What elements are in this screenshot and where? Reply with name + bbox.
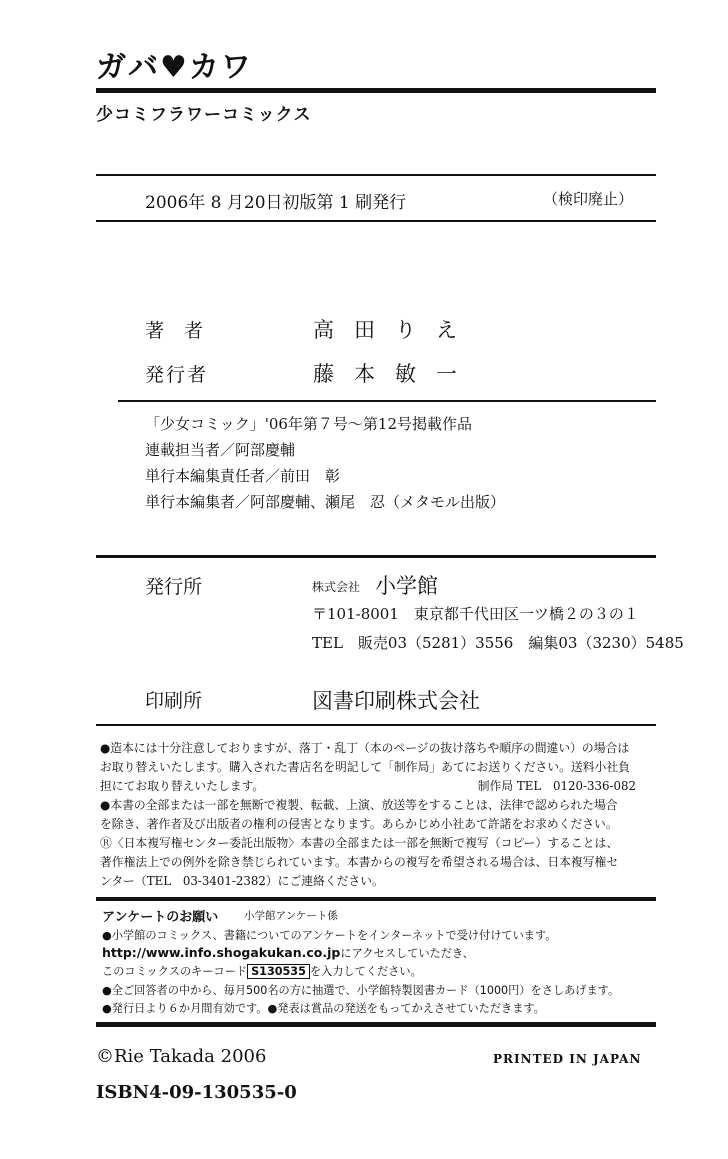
- publisher-person-name: 藤本敏一: [313, 362, 477, 386]
- divider-rule: [118, 400, 656, 402]
- survey-url-line: [102, 945, 474, 961]
- seal-note: （検印廃止）: [543, 190, 634, 208]
- notice-line: を除き、著作者及び出版者の権利の侵害となります。あらかじめ小社あて許諾をお求めください。: [100, 817, 618, 831]
- publisher-person-label: 発行者: [145, 364, 209, 386]
- survey-box-bottom-rule: [96, 1022, 656, 1027]
- divider-rule: [96, 724, 656, 726]
- publisher-name: 小学館: [375, 574, 438, 598]
- survey-url[interactable]: http://www.info.shogakukan.co.jp: [102, 945, 341, 960]
- isbn: ISBN4-09-130535-0: [96, 1082, 297, 1103]
- notice-line: ●本書の全部または一部を無断で複製、転載、上演、放送等をすることは、法律で認められた場合: [100, 798, 618, 812]
- keycode-suffix: を入力してください。: [309, 965, 422, 978]
- divider-rule: [96, 555, 656, 558]
- book-title: ガバ♥カワ: [96, 50, 253, 85]
- notice-line: 担にてお取り替えいたします。: [100, 779, 265, 793]
- publisher-address: 〒101-8001 東京都千代田区一ツ橋２の３の１: [312, 605, 639, 623]
- header-rule-thick: [96, 88, 656, 93]
- publisher-label: 発行所: [145, 576, 203, 598]
- printer-name: 図書印刷株式会社: [312, 689, 480, 713]
- production-phone: 制作局 TEL 0120-336-082: [477, 779, 636, 793]
- keycode-prefix: このコミックスのキーコード: [102, 965, 248, 978]
- survey-heading: アンケートのお願い: [102, 910, 219, 925]
- author-name: 高田りえ: [313, 318, 477, 342]
- survey-line: ●全ご回答者の中から、毎月500名の方に抽選で、小学館特製図書カード（1000円）をさしあげます。: [102, 984, 620, 997]
- survey-url-suffix: にアクセスしていただき、: [340, 947, 474, 960]
- publisher-phone: TEL 販売03（5281）3556 編集03（3230）5485: [312, 634, 684, 652]
- copyright: ©Rie Takada 2006: [96, 1046, 267, 1067]
- survey-box-top-rule: [96, 897, 656, 901]
- survey-keycode-line: [102, 963, 422, 979]
- survey-line: ●小学館のコミックス、書籍についてのアンケートをインターネットで受け付けています。: [102, 929, 557, 942]
- serial-info-line: 連載担当者／阿部慶輔: [145, 441, 296, 459]
- notice-line: ●造本には十分注意しておりますが、落丁・乱丁（本のページの抜け落ちや順序の間違い）の場合は: [100, 741, 630, 755]
- printed-in-japan: PRINTED IN JAPAN: [493, 1052, 642, 1066]
- imprint-label: 少コミフラワーコミックス: [96, 105, 312, 125]
- survey-department: 小学館アンケート係: [244, 910, 338, 922]
- notice-line: Ⓡ〈日本複写権センター委託出版物〉本書の全部または一部を無断で複写（コピー）することは、: [100, 836, 619, 850]
- publisher-name-prefix: 株式会社: [312, 580, 361, 594]
- divider-rule: [96, 220, 656, 222]
- printer-label: 印刷所: [145, 690, 203, 712]
- serial-info-line: 単行本編集責任者／前田 彰: [145, 467, 341, 485]
- notice-line: お取り替えいたします。購入された書店名を明記して「制作局」あてにお送りください。送料小社負: [100, 760, 630, 774]
- survey-line: ●発行日より６か月間有効です。●発表は賞品の発送をもってかえさせていただきます。: [102, 1002, 545, 1015]
- serial-info-line: 「少女コミック」'06年第７号〜第12号掲載作品: [145, 415, 472, 433]
- author-label: 著者: [145, 320, 224, 342]
- serial-info-line: 単行本編集者／阿部慶輔、瀬尾 忍（メタモル出版）: [145, 493, 506, 511]
- divider-rule: [96, 174, 656, 176]
- publication-date: 2006年 8 月20日初版第 1 刷発行: [145, 193, 407, 213]
- notice-line: ンター（TEL 03-3401-2382）にご連絡ください。: [100, 874, 384, 888]
- notice-line: 著作権法上での例外を除き禁じられています。本書からの複写を希望される場合は、日本複写権セ: [100, 855, 619, 869]
- keycode-box: S130535: [247, 964, 310, 979]
